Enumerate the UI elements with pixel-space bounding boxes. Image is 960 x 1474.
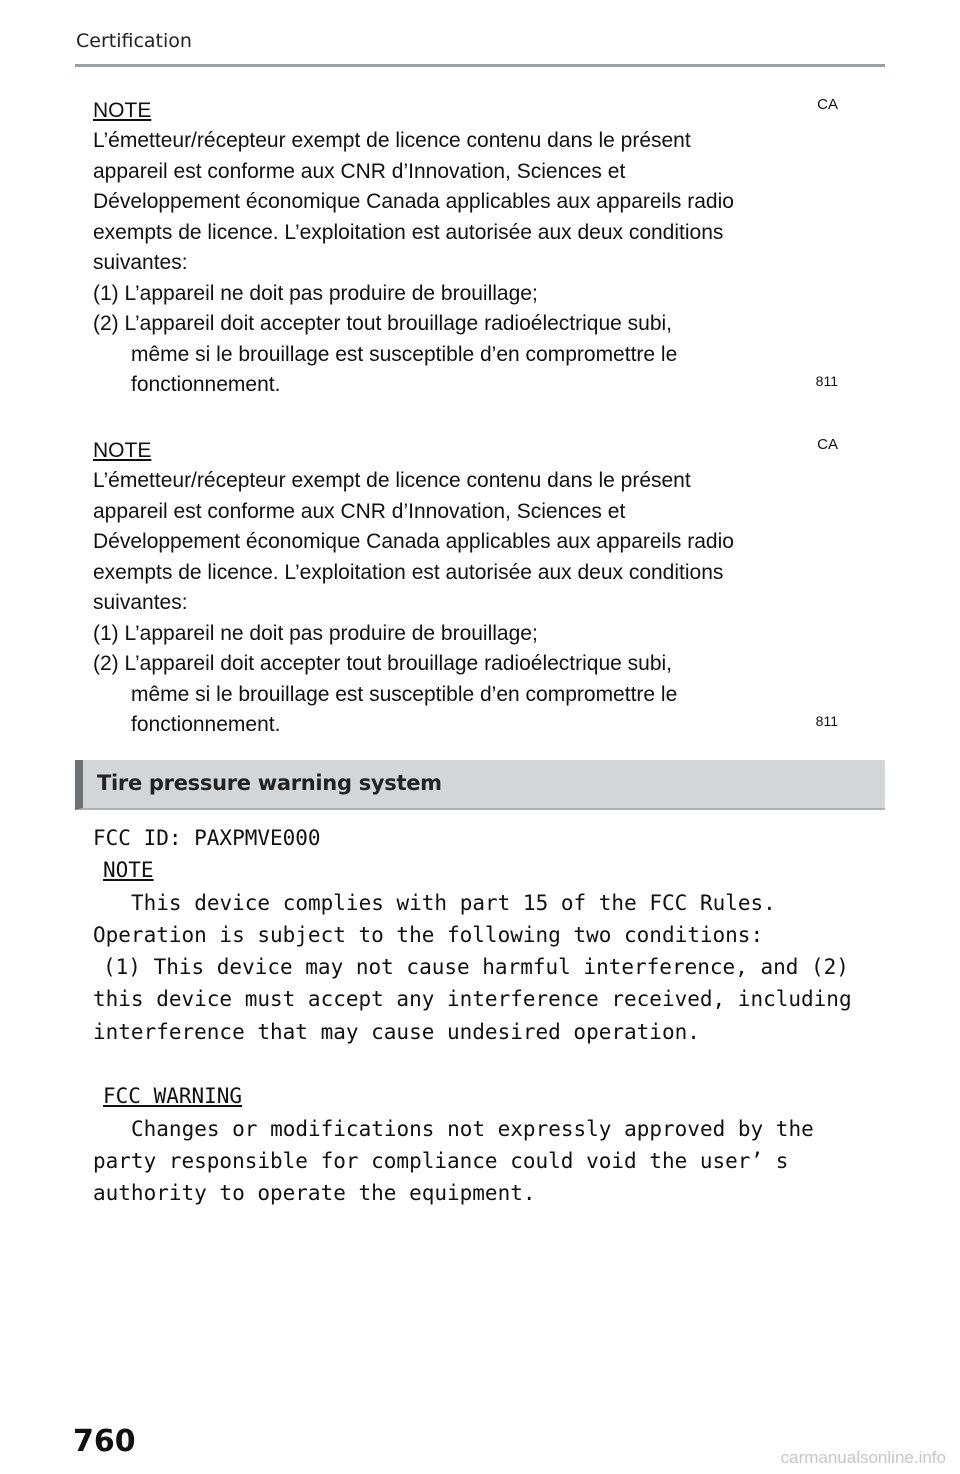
notice-line: Développement économique Canada applicables aux appareils radio [93,190,734,213]
notice-line: L’émetteur/récepteur exempt de licence contenu dans le présent [93,469,691,492]
notice-line: (1) L’appareil ne doit pas produire de brouillage; [93,281,538,305]
notice-line: même si le brouillage est susceptible d’en compromettre le [131,342,678,366]
notice-line: Développement économique Canada applicables aux appareils radio [93,530,734,553]
notice-line: suivantes: [93,251,188,274]
notice-line: (1) L’appareil ne doit pas produire de brouillage; [93,621,538,645]
fcc-note-line: (1) This device may not cause harmful interference, and (2) [103,955,849,980]
tpws-certification-text [93,822,853,1210]
notice-reference-number: 811 [815,712,838,729]
page-header-title: Certification [76,30,192,52]
notice-reference-number: 811 [815,372,838,389]
notice-line: fonctionnement. [131,713,281,736]
notice-region-code: CA [817,96,838,113]
fcc-id: FCC ID: PAXPMVE000 [93,826,321,850]
fcc-note-line: Operation is subject to the following two conditions: [93,922,764,947]
fcc-warning-line: authority to operate the equipment. [93,1181,536,1206]
notice-heading: NOTE [93,99,152,122]
notice-heading: NOTE [93,439,152,462]
notice-line: fonctionnement. [131,373,281,396]
fcc-warning-line: party responsible for compliance could void the user’ s [93,1148,789,1173]
page-number: 760 [73,1424,136,1459]
notice-line: même si le brouillage est susceptible d’en compromettre le [131,682,678,706]
section-title: Tire pressure warning system [97,771,442,795]
section-header [75,760,885,810]
fcc-note-line: this device must accept any interference received, including [93,987,852,1012]
notice-line: appareil est conforme aux CNR d’Innovation, Sciences et [93,499,626,523]
notice-block-2 [93,436,838,741]
notice-line: suivantes: [93,591,188,614]
fcc-warning-line: Changes or modifications not expressly approved by the [131,1116,814,1141]
watermark: carmanualsonline.info [780,1448,946,1467]
notice-line: (2) L’appareil doit accepter tout brouillage radioélectrique subi, [93,652,673,675]
notice-line: (2) L’appareil doit accepter tout brouillage radioélectrique subi, [93,312,673,335]
fcc-warning-heading: FCC WARNING [103,1084,243,1109]
header-divider [75,64,885,67]
fcc-note-heading: NOTE [103,858,154,883]
notice-line: exempts de licence. L’exploitation est autorisée aux deux conditions [93,560,724,584]
notice-line: exempts de licence. L’exploitation est autorisée aux deux conditions [93,220,724,244]
fcc-note-line: This device complies with part 15 of the FCC Rules. [131,890,776,915]
notice-line: L’émetteur/récepteur exempt de licence contenu dans le présent [93,129,691,152]
notice-block-1 [93,96,838,401]
notice-region-code: CA [817,436,838,453]
notice-line: appareil est conforme aux CNR d’Innovation, Sciences et [93,159,626,183]
fcc-note-line: interference that may cause undesired operation. [93,1019,700,1044]
blank-line [93,1048,853,1080]
